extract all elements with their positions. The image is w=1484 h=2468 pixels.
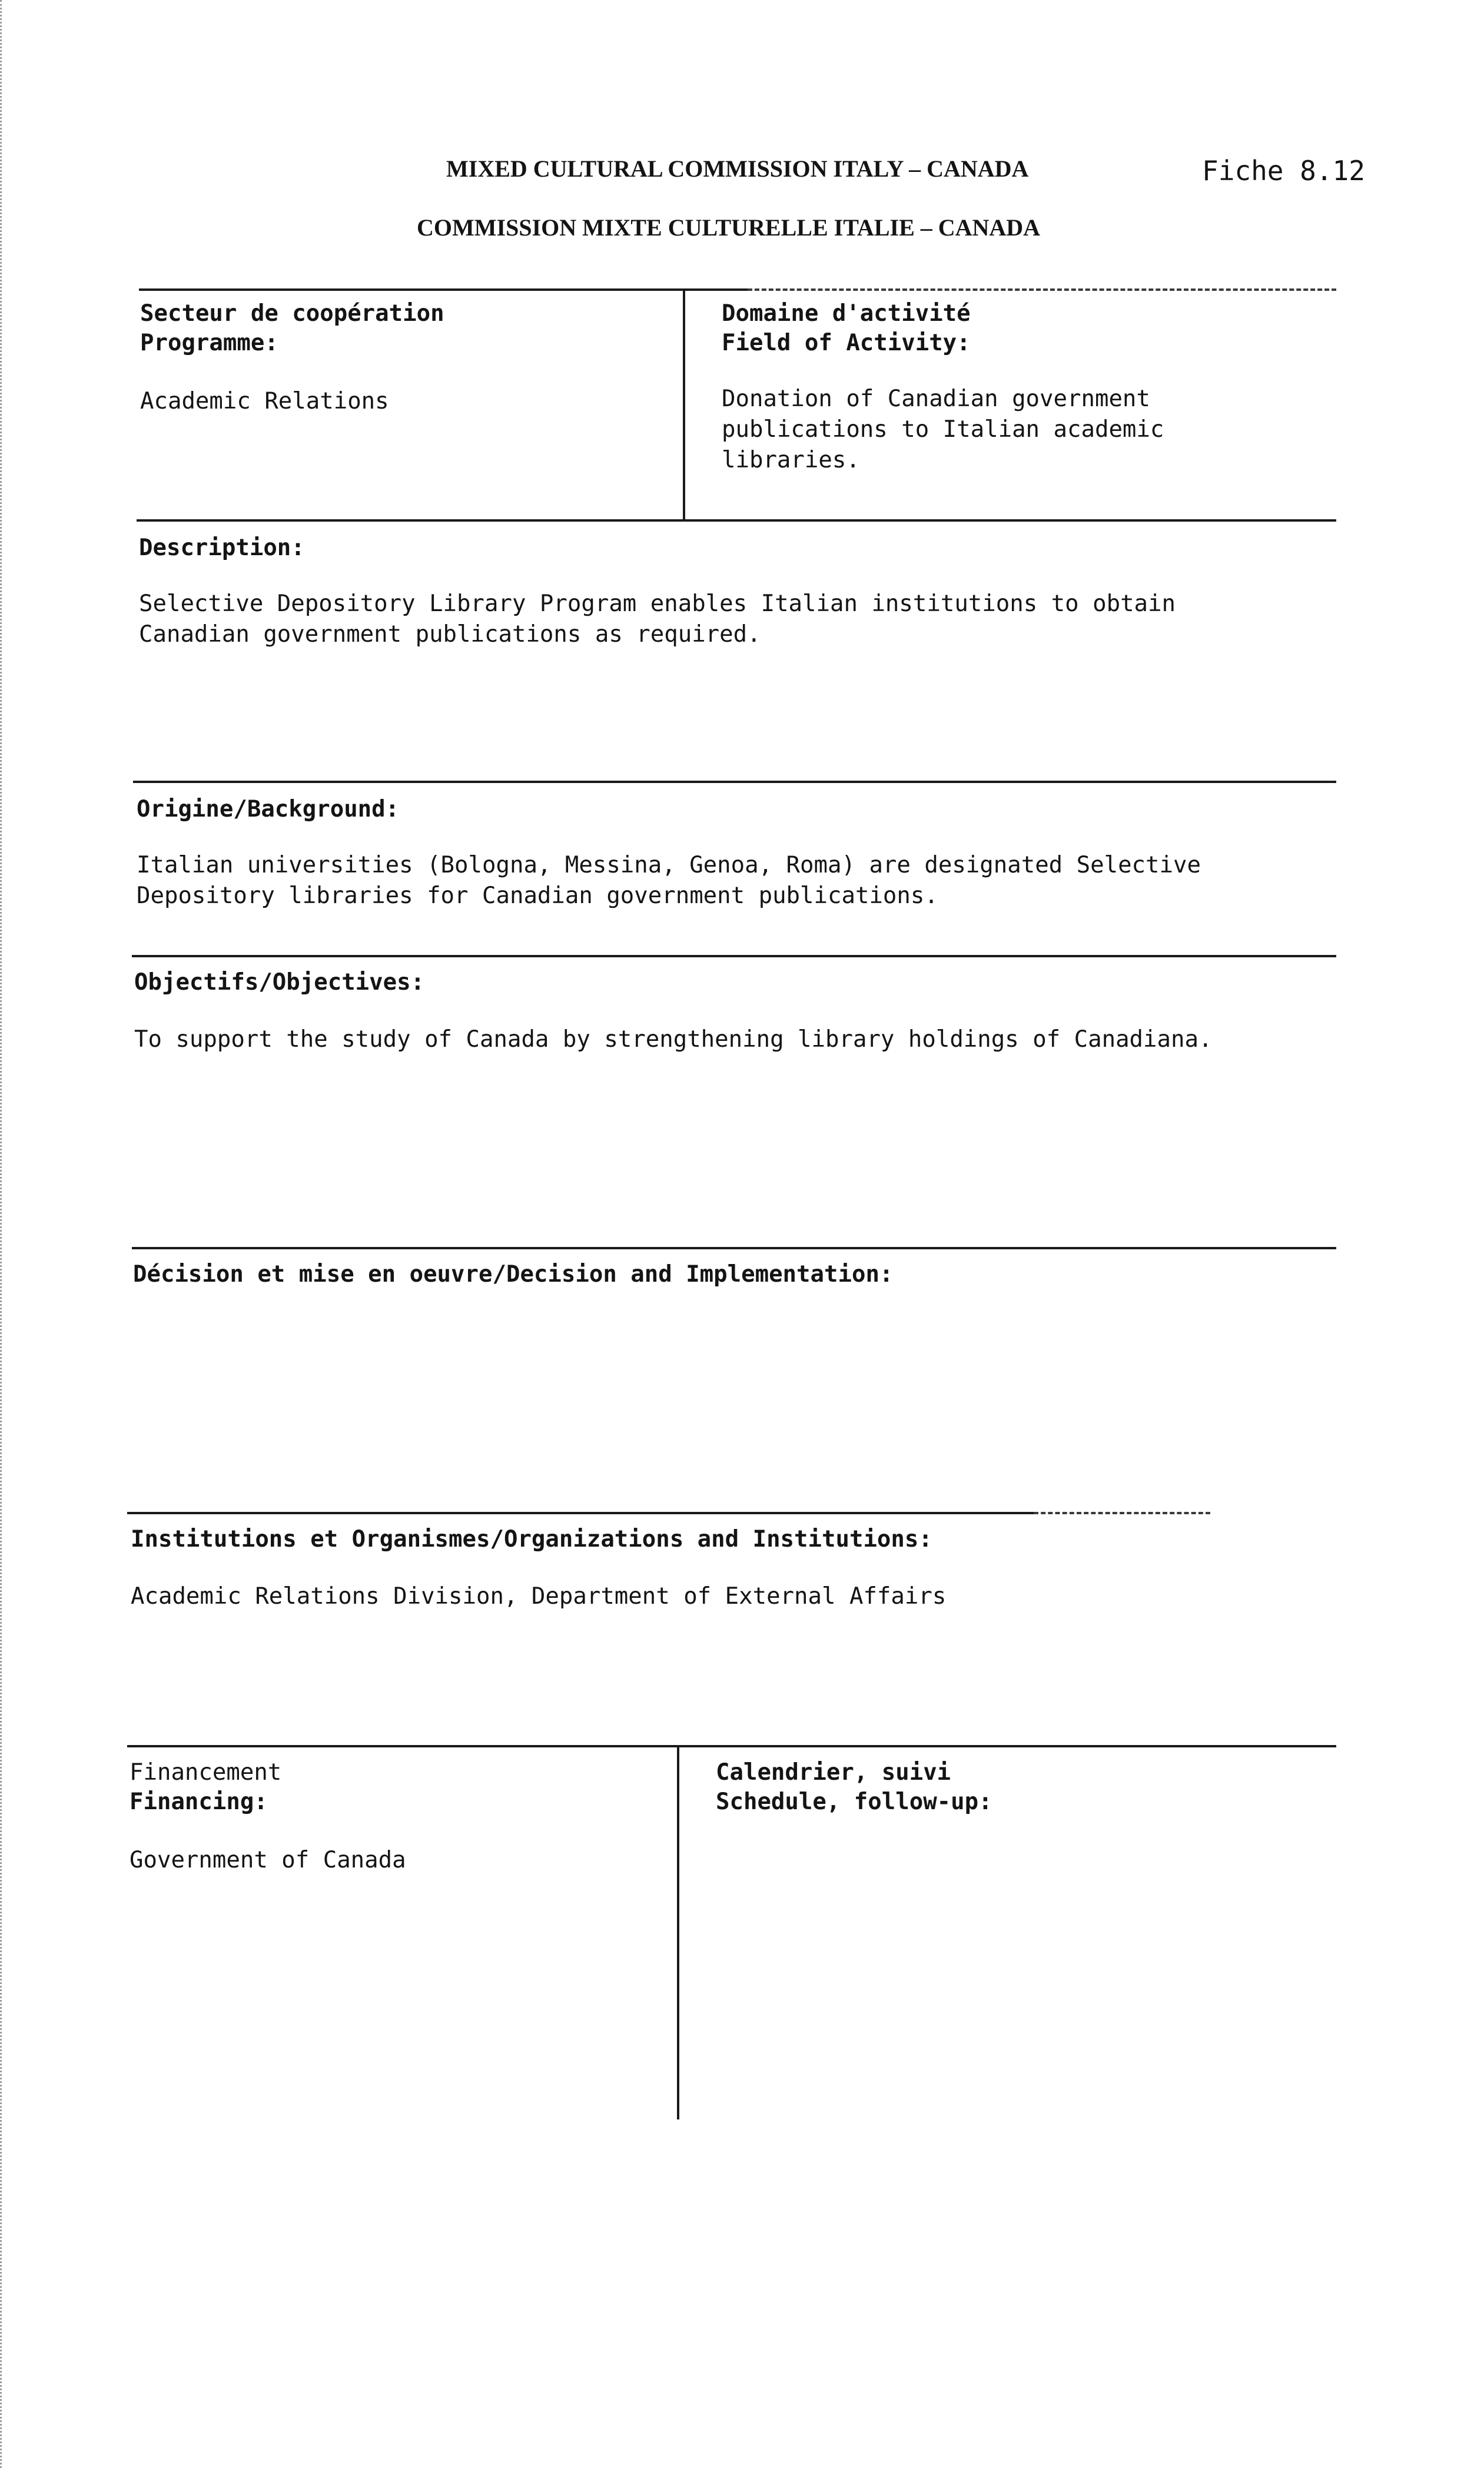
- institutions-divider-dashed: [1034, 1512, 1210, 1514]
- fiche-number: Fiche 8.12: [1202, 155, 1365, 187]
- sector-value: Academic Relations: [140, 388, 389, 414]
- objectives-label: Objectifs/Objectives:: [134, 969, 425, 996]
- institutions-label: Institutions et Organismes/Organizations and Institutions:: [131, 1526, 932, 1553]
- title-french: COMMISSION MIXTE CULTURELLE ITALIE – CANADA: [417, 214, 1041, 241]
- background-label: Origine/Background:: [137, 796, 400, 822]
- bottom-box-top-border: [127, 1745, 1336, 1747]
- background-divider: [133, 781, 1336, 783]
- sector-label-fr: Secteur de coopération: [140, 300, 444, 327]
- title-english: MIXED CULTURAL COMMISSION ITALY – CANADA: [446, 155, 1029, 182]
- domain-label-en: Field of Activity:: [722, 330, 971, 356]
- decision-divider: [132, 1247, 1336, 1249]
- scan-edge: [0, 0, 2, 2468]
- domain-value: Donation of Canadian government publications to Italian academic libraries.: [722, 386, 1164, 473]
- description-label: Description:: [139, 535, 305, 561]
- objectives-text: To support the study of Canada by strengthening library holdings of Canadiana.: [134, 1026, 1213, 1053]
- top-box-top-border-dashed: [748, 288, 1336, 291]
- financing-value: Government of Canada: [130, 1847, 406, 1873]
- top-box-top-border: [139, 288, 748, 291]
- objectives-divider: [132, 955, 1336, 957]
- background-text: Italian universities (Bologna, Messina, Genoa, Roma) are designated Selective Depository libraries for Canadian government publications.: [137, 852, 1201, 909]
- financing-label-en: Financing:: [130, 1789, 268, 1815]
- schedule-label-en: Schedule, follow-up:: [716, 1789, 992, 1815]
- top-box-divider: [683, 290, 685, 520]
- institutions-text: Academic Relations Division, Department of External Affairs: [131, 1583, 947, 1610]
- decision-label: Décision et mise en oeuvre/Decision and Implementation:: [133, 1261, 894, 1288]
- bottom-box-divider: [677, 1746, 679, 2119]
- top-box-bottom-border: [137, 519, 1336, 522]
- financing-label-fr: Financement: [130, 1759, 282, 1786]
- schedule-label-fr: Calendrier, suivi: [716, 1759, 951, 1786]
- description-text: Selective Depository Library Program enables Italian institutions to obtain Canadian government publications as required.: [139, 591, 1176, 648]
- institutions-divider: [127, 1512, 1034, 1514]
- sector-label-en: Programme:: [140, 330, 278, 356]
- domain-label-fr: Domaine d'activité: [722, 300, 971, 327]
